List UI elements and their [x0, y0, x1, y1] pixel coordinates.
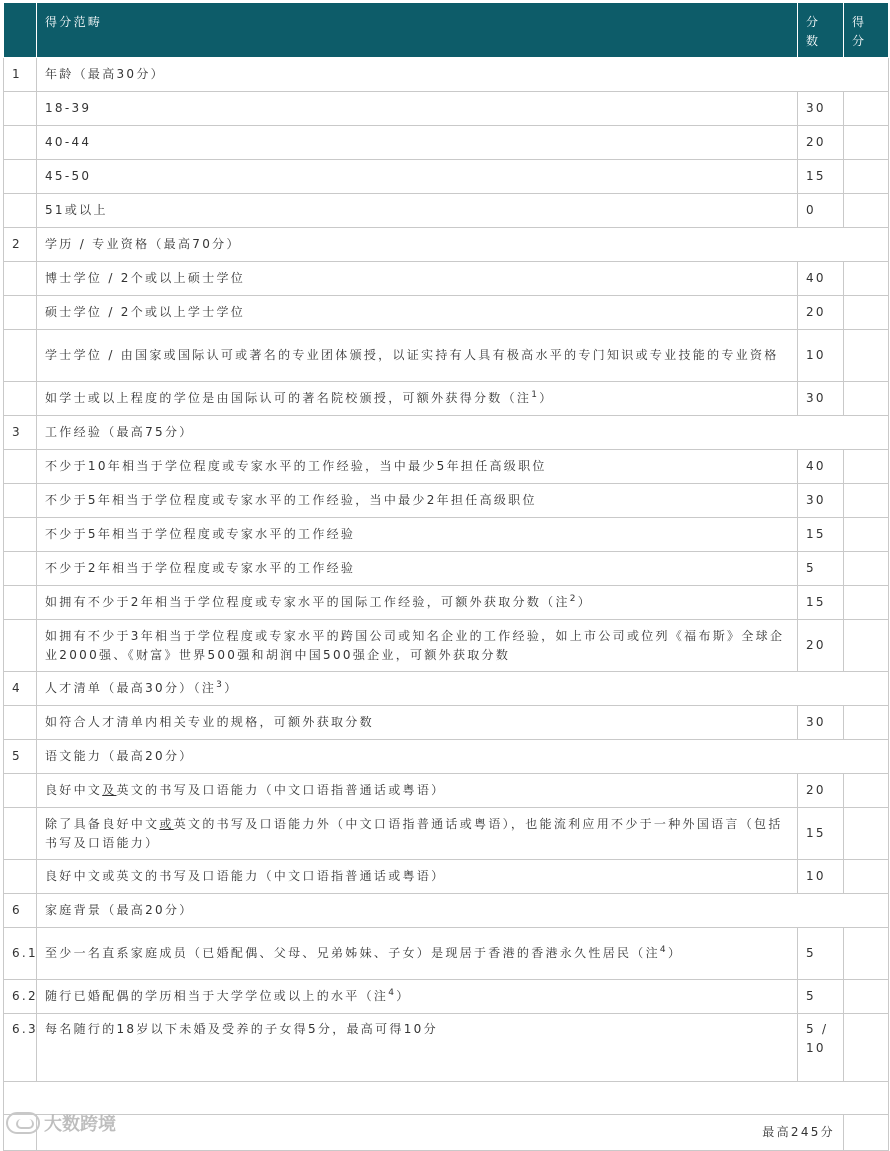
section-number: 4 — [4, 672, 37, 706]
points-table — [3, 2, 889, 1151]
row-points: 40 — [798, 450, 844, 484]
header-category: 得分范畴 — [37, 3, 798, 58]
table-row — [4, 160, 889, 194]
row-points: 20 — [798, 296, 844, 330]
row-score — [844, 330, 889, 382]
row-points: 30 — [798, 92, 844, 126]
row-points: 5 — [798, 980, 844, 1014]
row-description: 学士学位 / 由国家或国际认可或著名的专业团体颁授，以证实持有人具有极高水平的专门知识或专业技能的专业资格 — [37, 330, 798, 382]
row-number — [4, 552, 37, 586]
footnote-ref: 4 — [659, 945, 668, 955]
section-number: 3 — [4, 416, 37, 450]
description-tail: ） — [667, 946, 683, 960]
total-row — [4, 1115, 889, 1151]
row-score — [844, 262, 889, 296]
table-row — [4, 980, 889, 1014]
row-description: 不少于10年相当于学位程度或专家水平的工作经验，当中最少5年担任高级职位 — [37, 450, 798, 484]
row-score — [844, 382, 889, 416]
row-number: 6.3 — [4, 1014, 37, 1082]
row-points: 30 — [798, 706, 844, 740]
footnote-ref: 4 — [388, 988, 397, 998]
header-score: 得分 — [844, 3, 889, 58]
row-score — [844, 296, 889, 330]
total-score — [844, 1115, 889, 1151]
row-points: 15 — [798, 160, 844, 194]
row-score — [844, 92, 889, 126]
header-blank — [4, 3, 37, 58]
table-row — [4, 928, 889, 980]
row-score — [844, 160, 889, 194]
section-title: 工作经验（最高75分） — [37, 416, 889, 450]
row-score — [844, 552, 889, 586]
row-description: 硕士学位 / 2个或以上学士学位 — [37, 296, 798, 330]
row-number — [4, 382, 37, 416]
section-row — [4, 416, 889, 450]
row-points: 15 — [798, 586, 844, 620]
row-number: 6.2 — [4, 980, 37, 1014]
section-title — [37, 672, 889, 706]
section-row — [4, 58, 889, 92]
section-title: 语文能力（最高20分） — [37, 740, 889, 774]
blank-row — [4, 1082, 889, 1115]
row-score — [844, 1014, 889, 1082]
row-points: 0 — [798, 194, 844, 228]
row-score — [844, 620, 889, 672]
row-description: 良好中文或英文的书写及口语能力（中文口语指普通话或粤语） — [37, 860, 798, 894]
row-score — [844, 484, 889, 518]
watermark-logo-icon — [6, 1112, 40, 1134]
description-text: 除了具备良好中文 — [45, 816, 160, 831]
row-number — [4, 586, 37, 620]
row-description: 如拥有不少于3年相当于学位程度或专家水平的跨国公司或知名企业的工作经验，如上市公司或位列《福布斯》全球企业2000强、《财富》世界500强和胡润中国500强企业，可额外获取分数 — [37, 620, 798, 672]
table-row — [4, 330, 889, 382]
row-points: 15 — [798, 808, 844, 860]
underlined-conjunction: 或 — [159, 816, 174, 831]
footnote-ref: 2 — [569, 594, 578, 604]
table-row — [4, 1014, 889, 1082]
section-title: 年龄（最高30分） — [37, 58, 889, 92]
row-description: 45-50 — [37, 160, 798, 194]
table-row — [4, 296, 889, 330]
description-text: 至少一名直系家庭成员（已婚配偶、父母、兄弟姊妹、子女）是现居于香港的香港永久性居民（注 — [45, 946, 660, 960]
row-description — [37, 980, 798, 1014]
row-score — [844, 126, 889, 160]
row-number — [4, 518, 37, 552]
section-row — [4, 894, 889, 928]
section-title: 学历 / 专业资格（最高70分） — [37, 228, 889, 262]
total-max-label: 最高245分 — [37, 1115, 844, 1151]
row-number — [4, 620, 37, 672]
table-row — [4, 620, 889, 672]
table-header-row — [4, 3, 889, 58]
row-score — [844, 980, 889, 1014]
row-points: 20 — [798, 126, 844, 160]
row-description — [37, 928, 798, 980]
table-row — [4, 706, 889, 740]
row-description — [37, 774, 798, 808]
table-row — [4, 808, 889, 860]
row-description — [37, 586, 798, 620]
row-score — [844, 774, 889, 808]
row-score — [844, 586, 889, 620]
table-row — [4, 194, 889, 228]
row-points: 15 — [798, 518, 844, 552]
row-points: 40 — [798, 262, 844, 296]
row-number — [4, 194, 37, 228]
footnote-ref: 1 — [531, 390, 540, 400]
section-row — [4, 740, 889, 774]
row-description: 40-44 — [37, 126, 798, 160]
table-row — [4, 774, 889, 808]
row-description: 18-39 — [37, 92, 798, 126]
footnote-ref: 3 — [216, 680, 225, 690]
description-tail: ） — [577, 595, 593, 609]
row-points: 20 — [798, 774, 844, 808]
table-row — [4, 586, 889, 620]
table-row — [4, 382, 889, 416]
description-text: 良好中文 — [45, 783, 103, 797]
section-title-text: 人才清单（最高30分）（注 — [45, 681, 217, 695]
section-number: 6 — [4, 894, 37, 928]
row-description: 如符合人才清单内相关专业的规格，可额外获取分数 — [37, 706, 798, 740]
row-score — [844, 808, 889, 860]
underlined-conjunction: 及 — [102, 783, 117, 797]
description-tail: ） — [539, 391, 554, 405]
row-number — [4, 706, 37, 740]
row-points: 20 — [798, 620, 844, 672]
watermark-text: 大数跨境 — [44, 1114, 116, 1135]
section-title-tail: ） — [224, 681, 239, 695]
section-row — [4, 228, 889, 262]
description-text: 如学士或以上程度的学位是由国际认可的著名院校颁授，可额外获得分数（注 — [45, 391, 532, 405]
row-score — [844, 450, 889, 484]
section-number: 1 — [4, 58, 37, 92]
row-number — [4, 808, 37, 860]
row-description — [37, 382, 798, 416]
row-points: 10 — [798, 330, 844, 382]
row-points: 5 — [798, 552, 844, 586]
row-number: 6.1 — [4, 928, 37, 980]
row-number — [4, 126, 37, 160]
row-number — [4, 296, 37, 330]
row-number — [4, 450, 37, 484]
row-number — [4, 774, 37, 808]
watermark — [6, 1110, 116, 1136]
row-number — [4, 330, 37, 382]
row-points: 5 — [798, 928, 844, 980]
table-row — [4, 92, 889, 126]
row-description: 每名随行的18岁以下未婚及受养的子女得5分，最高可得10分 — [37, 1014, 798, 1082]
row-number — [4, 262, 37, 296]
table-row — [4, 262, 889, 296]
table-row — [4, 552, 889, 586]
section-row — [4, 672, 889, 706]
row-number — [4, 860, 37, 894]
description-tail: 英文的书写及口语能力外（中文口语指普通话或粤语），也能流利应用不少于一种外国语言（包括书写及口语能力） — [45, 816, 783, 850]
row-number — [4, 484, 37, 518]
row-score — [844, 518, 889, 552]
table-row — [4, 484, 889, 518]
table-row — [4, 518, 889, 552]
section-title: 家庭背景（最高20分） — [37, 894, 889, 928]
row-score — [844, 706, 889, 740]
row-score — [844, 860, 889, 894]
blank-cell — [4, 1082, 889, 1115]
row-points: 30 — [798, 382, 844, 416]
row-description: 博士学位 / 2个或以上硕士学位 — [37, 262, 798, 296]
table-row — [4, 450, 889, 484]
section-number: 2 — [4, 228, 37, 262]
row-description: 不少于5年相当于学位程度或专家水平的工作经验，当中最少2年担任高级职位 — [37, 484, 798, 518]
table-row — [4, 860, 889, 894]
row-description: 51或以上 — [37, 194, 798, 228]
row-description: 不少于5年相当于学位程度或专家水平的工作经验 — [37, 518, 798, 552]
row-points: 30 — [798, 484, 844, 518]
row-score — [844, 928, 889, 980]
row-score — [844, 194, 889, 228]
row-points: 5 / 10 — [798, 1014, 844, 1082]
row-number — [4, 160, 37, 194]
row-description: 不少于2年相当于学位程度或专家水平的工作经验 — [37, 552, 798, 586]
description-text: 随行已婚配偶的学历相当于大学学位或以上的水平（注 — [45, 989, 389, 1003]
section-number: 5 — [4, 740, 37, 774]
description-tail: 英文的书写及口语能力（中文口语指普通话或粤语） — [116, 783, 446, 797]
description-text: 如拥有不少于2年相当于学位程度或专家水平的国际工作经验，可额外获取分数（注 — [45, 595, 570, 609]
header-points: 分数 — [798, 3, 844, 58]
row-points: 10 — [798, 860, 844, 894]
row-description — [37, 808, 798, 860]
table-row — [4, 126, 889, 160]
description-tail: ） — [396, 989, 411, 1003]
row-number — [4, 92, 37, 126]
